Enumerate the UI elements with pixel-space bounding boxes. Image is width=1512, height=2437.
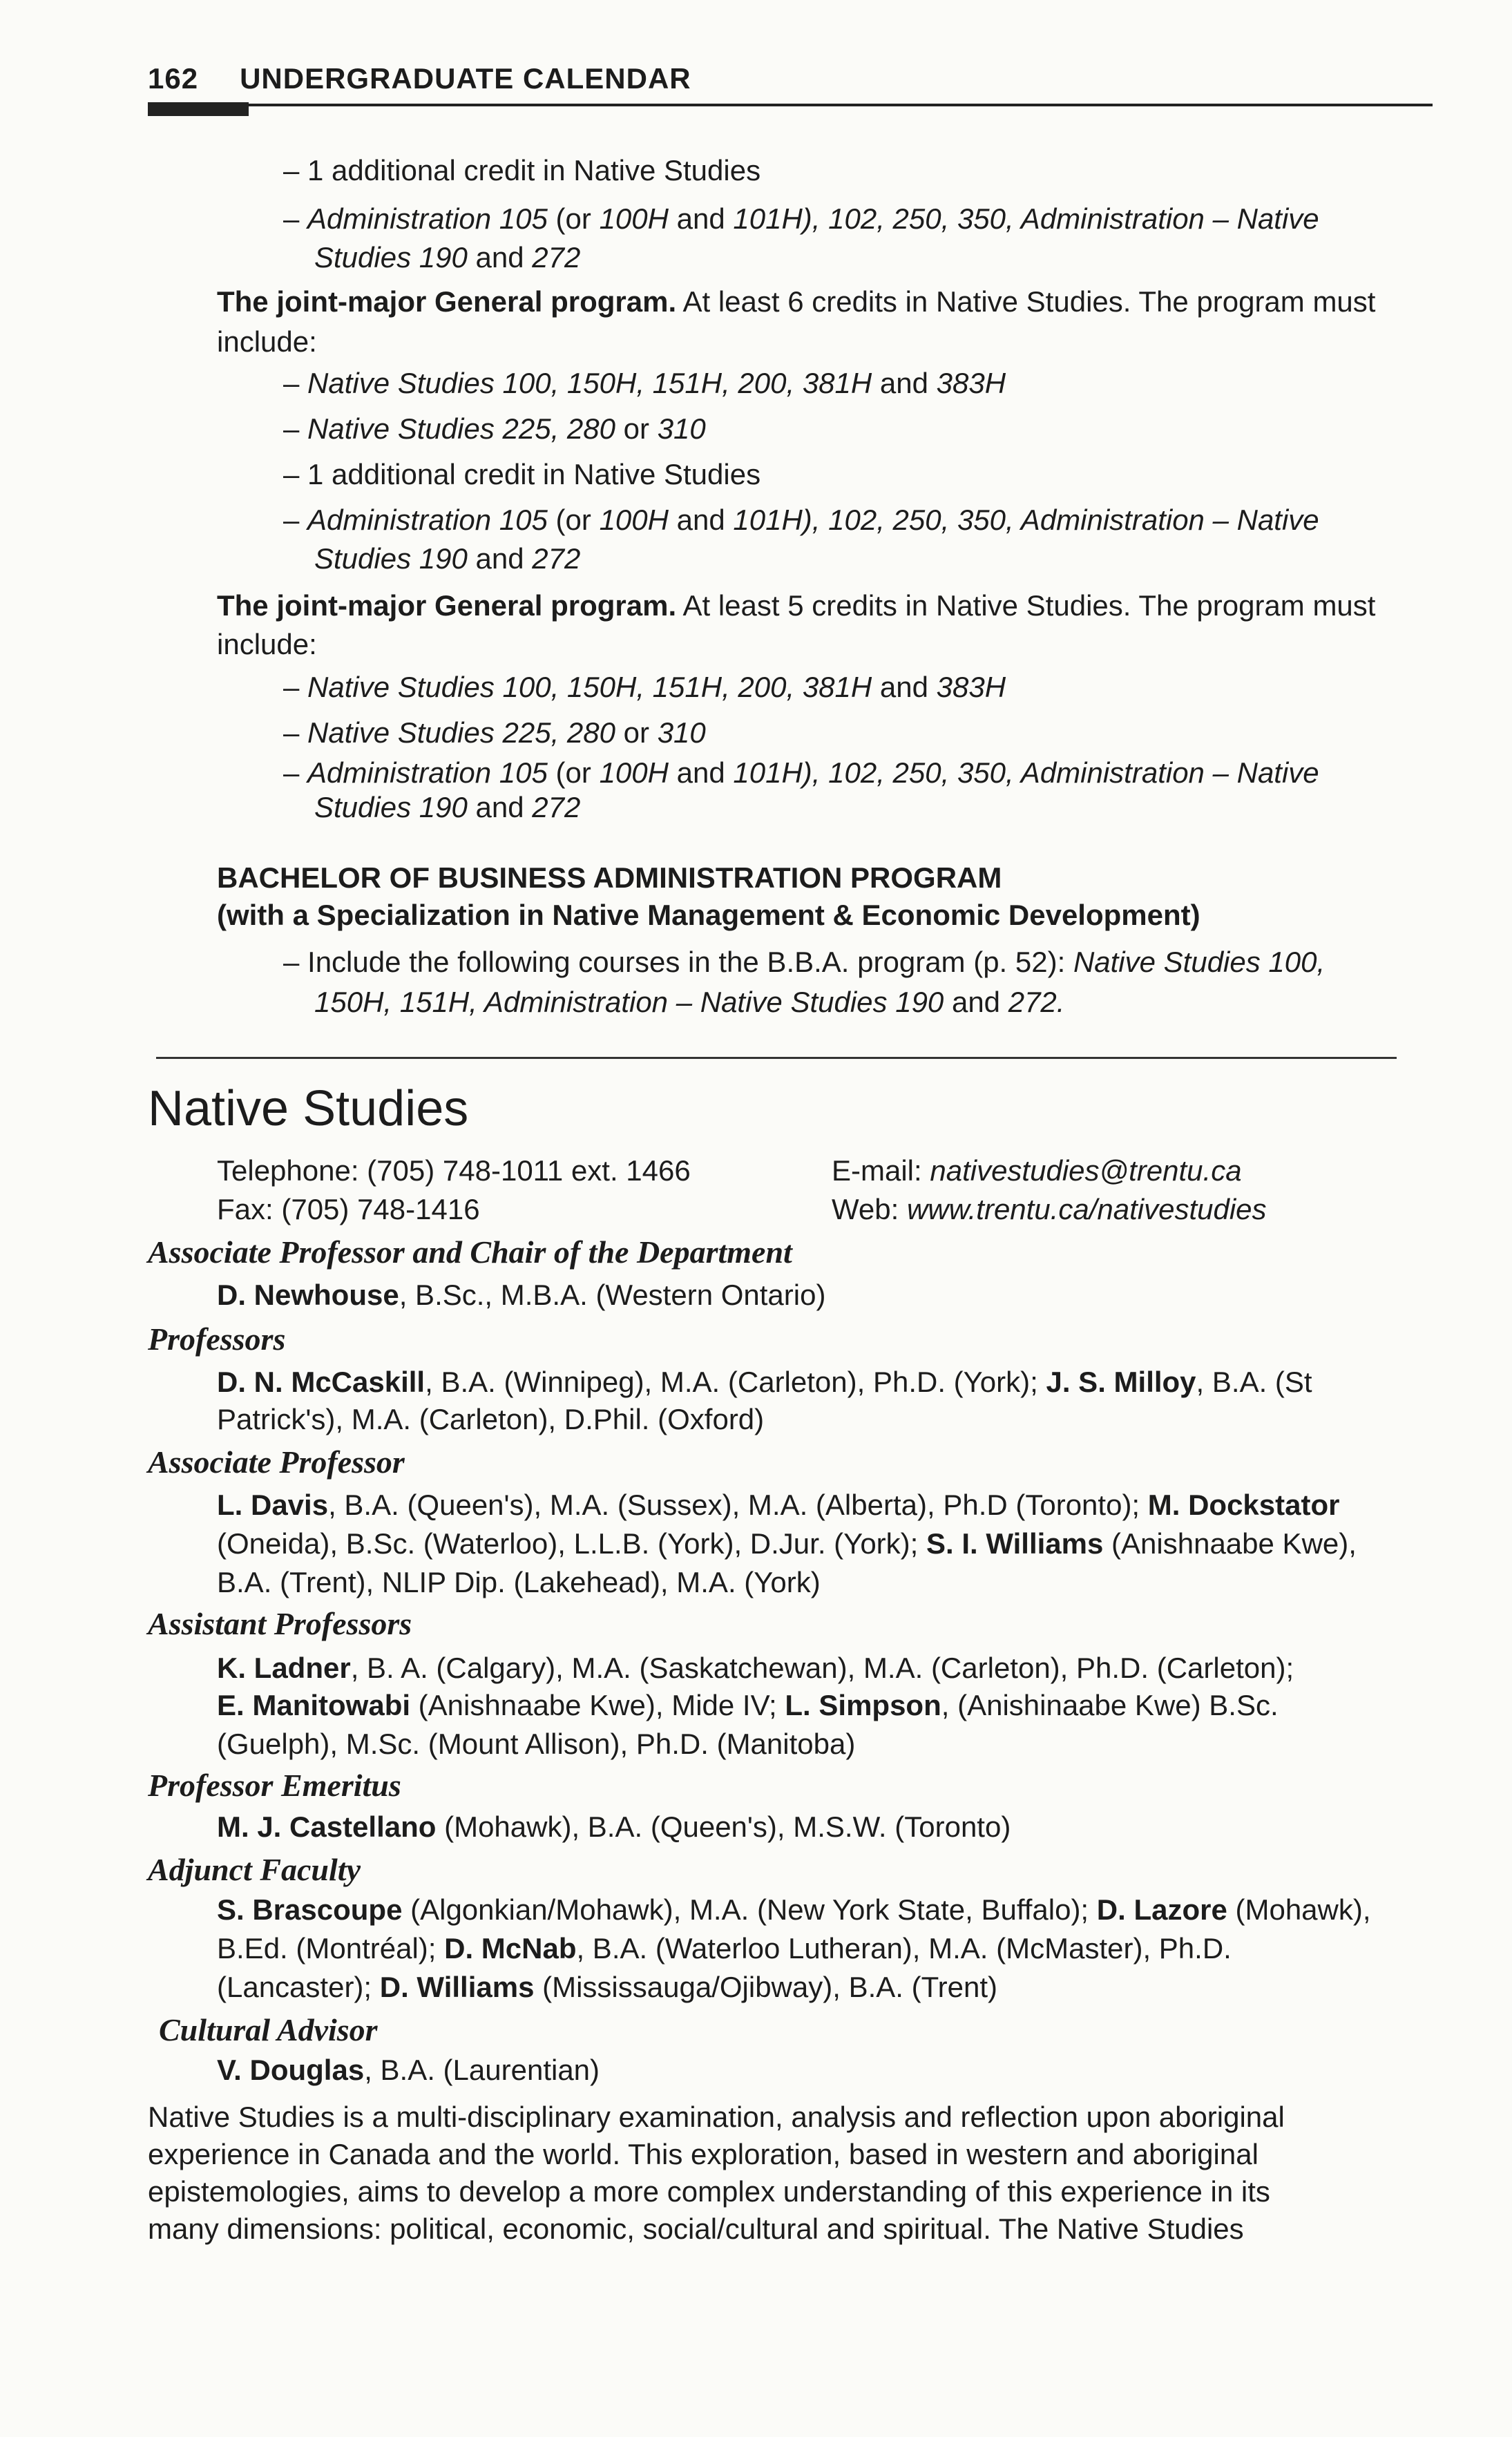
faculty-entry [217, 1688, 1279, 1723]
dash: – [283, 412, 308, 445]
faculty-name: L. Simpson [785, 1689, 941, 1721]
credentials: , B.Sc., M.B.A. (Western Ontario) [399, 1279, 826, 1311]
dash: – [283, 756, 308, 789]
role-heading: Cultural Advisor [159, 2012, 378, 2047]
credentials: , B.A. (St [1196, 1366, 1312, 1398]
faculty-name: D. Newhouse [217, 1279, 399, 1311]
course-ref: 100H [599, 202, 669, 235]
course-ref: Studies 190 [314, 791, 468, 823]
role-heading: Professor Emeritus [148, 1768, 401, 1803]
credentials: , B.A. (Queen's), M.A. (Sussex), M.A. (Alberta), Ph.D (Toronto); [328, 1489, 1148, 1521]
running-header [148, 62, 691, 95]
course-ref: 101H), 102, 250, 350, Administration – Native [733, 504, 1319, 536]
faculty-entry-cont [217, 1970, 997, 2005]
text: and [872, 367, 937, 399]
text: and [467, 241, 533, 274]
list-item [283, 412, 706, 446]
role-heading: Associate Professor [148, 1444, 405, 1480]
faculty-entry [217, 2053, 600, 2087]
course-ref: 272 [532, 791, 581, 823]
faculty-name: M. Dockstator [1147, 1489, 1340, 1521]
credentials: B.Ed. (Montréal); [217, 1932, 445, 1965]
credentials: (Mississauga/Ojibway), B.A. (Trent) [534, 1971, 998, 2003]
course-ref: 100H [599, 504, 669, 536]
course-ref: 383H [936, 671, 1006, 703]
list-item [283, 945, 1325, 979]
text: or [615, 412, 658, 445]
text: and [668, 504, 734, 536]
faculty-name: V. Douglas [217, 2054, 365, 2086]
faculty-entry [217, 1893, 1371, 1927]
faculty-entry [217, 1810, 1011, 1844]
dash: – [283, 367, 308, 399]
credentials: , B. A. (Calgary), M.A. (Saskatchewan), M.A. (Carleton), Ph.D. (Carleton); [350, 1652, 1294, 1684]
header-rule [148, 104, 1433, 106]
email-link[interactable]: nativestudies@trentu.ca [930, 1154, 1242, 1187]
list-item [283, 366, 1006, 401]
text: (or [547, 756, 600, 789]
program-heading: The joint-major General program. [217, 589, 677, 622]
paragraph-line: include: [217, 325, 317, 358]
course-ref: 100H [599, 756, 669, 789]
list-item [283, 716, 706, 750]
telephone: Telephone: (705) 748-1011 ext. 1466 [217, 1154, 691, 1187]
text: or [615, 716, 658, 749]
credentials: (Mohawk), [1227, 1893, 1371, 1926]
fax: Fax: (705) 748-1416 [217, 1193, 480, 1225]
faculty-name: D. McNab [444, 1932, 577, 1965]
faculty-name: M. J. Castellano [217, 1810, 437, 1843]
role-heading: Assistant Professors [148, 1606, 412, 1641]
faculty-entry-cont [217, 1931, 1232, 1966]
header-rule-block [148, 102, 249, 116]
email-label: E-mail: [832, 1154, 930, 1187]
credentials: (Anishnaabe Kwe), [1103, 1527, 1357, 1560]
web-line [832, 1192, 1267, 1227]
course-ref: Studies 190 [314, 241, 468, 274]
paragraph-line [217, 285, 1375, 319]
course-ref: Administration 105 [307, 756, 548, 789]
section-divider [156, 1057, 1397, 1059]
list-item [283, 503, 1319, 537]
course-ref: 272 [532, 241, 581, 274]
faculty-entry [217, 1488, 1339, 1522]
course-ref: Administration 105 [307, 504, 548, 536]
faculty-name: J. S. Milloy [1046, 1366, 1196, 1398]
page-number: 162 [148, 62, 199, 95]
course-ref: Studies 190 [314, 542, 468, 575]
course-ref: Native Studies 225, 280 [307, 716, 615, 749]
credentials: , (Anishinaabe Kwe) B.Sc. [941, 1689, 1279, 1721]
credentials: , B.A. (Waterloo Lutheran), M.A. (McMaster), Ph.D. [576, 1932, 1232, 1965]
course-ref: 383H [936, 367, 1006, 399]
course-ref: 310 [657, 716, 706, 749]
credentials: (Oneida), B.Sc. (Waterloo), L.L.B. (York), D.Jur. (York); [217, 1527, 926, 1560]
dash: – [283, 671, 308, 703]
credentials: (Anishnaabe Kwe), Mide IV; [410, 1689, 785, 1721]
body-line: many dimensions: political, economic, social/cultural and spiritual. The Native Studies [148, 2213, 1244, 2245]
list-item: – 1 additional credit in Native Studies [283, 154, 761, 187]
faculty-name: S. I. Williams [926, 1527, 1104, 1560]
bba-heading: BACHELOR OF BUSINESS ADMINISTRATION PROGRAM [217, 861, 1002, 894]
faculty-name: E. Manitowabi [217, 1689, 411, 1721]
faculty-entry-cont: B.A. (Trent), NLIP Dip. (Lakehead), M.A. (York) [217, 1566, 821, 1598]
course-ref: Native Studies 100, [1073, 946, 1326, 978]
faculty-entry [217, 1278, 825, 1312]
text: and [467, 542, 533, 575]
list-item: – 1 additional credit in Native Studies [283, 458, 761, 490]
faculty-entry-cont: Patrick's), M.A. (Carleton), D.Phil. (Oxford) [217, 1403, 765, 1435]
text: and [944, 986, 1008, 1018]
course-ref: 150H, 151H, Administration – Native Studies 190 [314, 986, 944, 1018]
list-item [283, 756, 1319, 790]
dash: – [283, 202, 308, 235]
web-label: Web: [832, 1193, 907, 1225]
course-ref: 101H), 102, 250, 350, Administration – Native [733, 756, 1319, 789]
role-heading: Professors [148, 1321, 286, 1357]
list-item [283, 670, 1006, 705]
credentials: (Algonkian/Mohawk), M.A. (New York State, Buffalo); [402, 1893, 1097, 1926]
course-ref: Administration 105 [307, 202, 548, 235]
faculty-name: L. Davis [217, 1489, 329, 1521]
credentials: , B.A. (Laurentian) [364, 2054, 600, 2086]
paragraph-line [217, 589, 1375, 623]
section-title: Native Studies [148, 1081, 469, 1136]
text: At least 6 credits in Native Studies. The program must [676, 285, 1376, 318]
list-item-cont [314, 542, 580, 576]
course-ref: Native Studies 225, 280 [307, 412, 615, 445]
body-line: experience in Canada and the world. This exploration, based in western and aboriginal [148, 2138, 1259, 2170]
credentials: (Mohawk), B.A. (Queen's), M.S.W. (Toronto) [436, 1810, 1011, 1843]
program-heading: The joint-major General program. [217, 285, 677, 318]
text: and [668, 202, 734, 235]
credentials: (Lancaster); [217, 1971, 380, 2003]
faculty-name: D. N. McCaskill [217, 1366, 425, 1398]
faculty-entry [217, 1651, 1294, 1685]
dash: – [283, 504, 308, 536]
text: – Include the following courses in the B.B.A. program (p. 52): [283, 946, 1073, 978]
list-item [283, 202, 1319, 236]
running-title: UNDERGRADUATE CALENDAR [240, 62, 691, 95]
role-heading: Associate Professor and Chair of the Department [148, 1234, 792, 1270]
text: (or [547, 504, 600, 536]
email-line [832, 1154, 1242, 1188]
text: and [467, 791, 533, 823]
paragraph-line: include: [217, 628, 317, 660]
faculty-name: S. Brascoupe [217, 1893, 403, 1926]
body-line: Native Studies is a multi-disciplinary examination, analysis and reflection upon aboriginal [148, 2101, 1285, 2133]
faculty-entry-cont: (Guelph), M.Sc. (Mount Allison), Ph.D. (Manitoba) [217, 1728, 856, 1760]
course-ref: 310 [657, 412, 706, 445]
course-ref: 272. [1008, 986, 1065, 1018]
bba-subheading: (with a Specialization in Native Management & Economic Development) [217, 899, 1200, 931]
list-item-cont [314, 790, 580, 825]
faculty-entry-cont [217, 1527, 1357, 1561]
faculty-entry [217, 1365, 1312, 1399]
role-heading: Adjunct Faculty [148, 1852, 361, 1887]
faculty-name: D. Lazore [1096, 1893, 1227, 1926]
course-ref: Native Studies 100, 150H, 151H, 200, 381H [307, 367, 872, 399]
list-item-cont [314, 985, 1064, 1020]
course-ref: 101H), 102, 250, 350, Administration – Native [733, 202, 1319, 235]
body-line: epistemologies, aims to develop a more complex understanding of this experience in its [148, 2175, 1270, 2208]
course-ref: 272 [532, 542, 581, 575]
web-link[interactable]: www.trentu.ca/nativestudies [906, 1193, 1267, 1225]
course-ref: Native Studies 100, 150H, 151H, 200, 381H [307, 671, 872, 703]
text: (or [547, 202, 600, 235]
text: and [872, 671, 937, 703]
list-item-cont [314, 240, 580, 275]
text: At least 5 credits in Native Studies. The program must [676, 589, 1376, 622]
faculty-name: D. Williams [379, 1971, 535, 2003]
dash: – [283, 716, 308, 749]
text: and [668, 756, 734, 789]
faculty-name: K. Ladner [217, 1652, 351, 1684]
credentials: , B.A. (Winnipeg), M.A. (Carleton), Ph.D. (York); [425, 1366, 1046, 1398]
